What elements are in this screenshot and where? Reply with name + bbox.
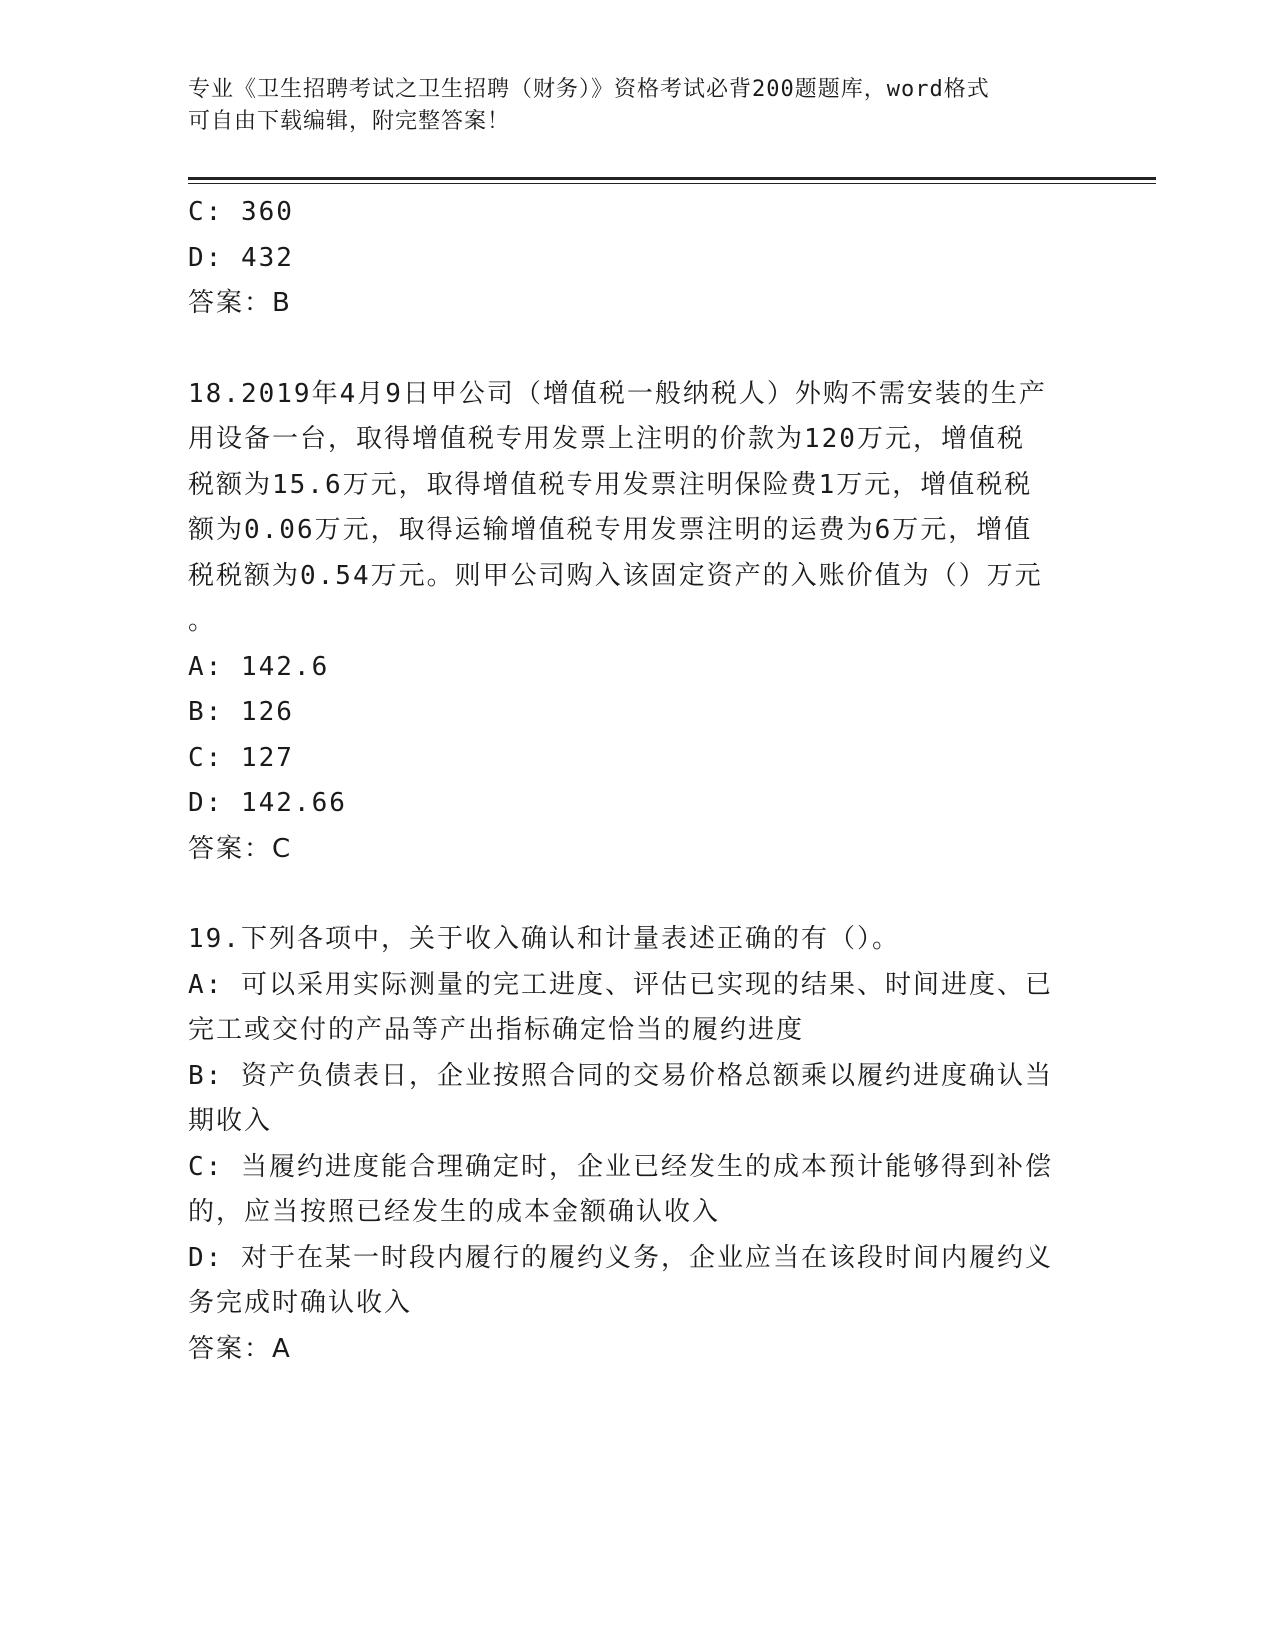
spacer: [188, 872, 1078, 917]
q19-option-c-line: C: 当履约进度能合理确定时，企业已经发生的成本预计能够得到补偿: [188, 1151, 1053, 1182]
header-divider-thin: [188, 183, 1156, 184]
q18-stem-line: 税税额为0.54万元。则甲公司购入该固定资产的入账价值为（）万元: [188, 560, 1043, 591]
spacer: [188, 327, 1078, 372]
q19-option-a-line: A: 可以采用实际测量的完工进度、评估已实现的结果、时间进度、已: [188, 969, 1053, 1000]
q18-stem-line: 用设备一台，取得增值税专用发票上注明的价款为120万元，增值税: [188, 424, 1025, 454]
q19-option-d-line: D: 对于在某一时段内履行的履约义务，企业应当在该段时间内履约义: [188, 1242, 1053, 1273]
q19-answer: 答案：A: [188, 1333, 292, 1364]
q17-option-d: D: 432: [188, 242, 294, 273]
q18-option-d: D: 142.66: [188, 788, 347, 818]
q19-option-b-line: 期收入: [188, 1106, 273, 1136]
q19-option-c-line: 的，应当按照已经发生的成本金额确认收入: [188, 1197, 721, 1227]
q17-answer: 答案：B: [188, 288, 292, 318]
q18-stem-line: 税额为15.6万元，取得增值税专用发票注明保险费1万元，增值税税: [188, 469, 1033, 500]
q18-stem-line: 额为0.06万元，取得运输增值税专用发票注明的运费为6万元，增值: [188, 515, 1033, 545]
q19-stem: 19.下列各项中，关于收入确认和计量表述正确的有（）。: [188, 924, 900, 954]
q19-option-d-line: 务完成时确认收入: [188, 1288, 413, 1318]
document-header: [188, 74, 1088, 138]
q18-stem: [188, 372, 1078, 645]
q19-option-b-line: B: 资产负债表日，企业按照合同的交易价格总额乘以履约进度确认当: [188, 1060, 1053, 1091]
q18-stem-line: 18.2019年4月9日甲公司（增值税一般纳税人）外购不需安装的生产: [188, 378, 1047, 409]
q18-option-c: C: 127: [188, 742, 294, 773]
q17-option-c: C: 360: [188, 197, 294, 227]
q19-option-a-line: 完工或交付的产品等产出指标确定恰当的履约进度: [188, 1015, 805, 1045]
header-line-2: 可自由下载编辑，附完整答案！: [188, 109, 511, 134]
question-content: [188, 190, 1078, 1372]
header-line-1: 专业《卫生招聘考试之卫生招聘（财务）》资格考试必背200题题库，word格式: [188, 77, 990, 102]
q18-answer: 答案：C: [188, 833, 293, 864]
q18-stem-line: 。: [188, 606, 217, 636]
q18-option-a: A: 142.6: [188, 651, 330, 682]
header-divider-thick: [188, 177, 1156, 180]
q18-option-b: B: 126: [188, 697, 294, 727]
